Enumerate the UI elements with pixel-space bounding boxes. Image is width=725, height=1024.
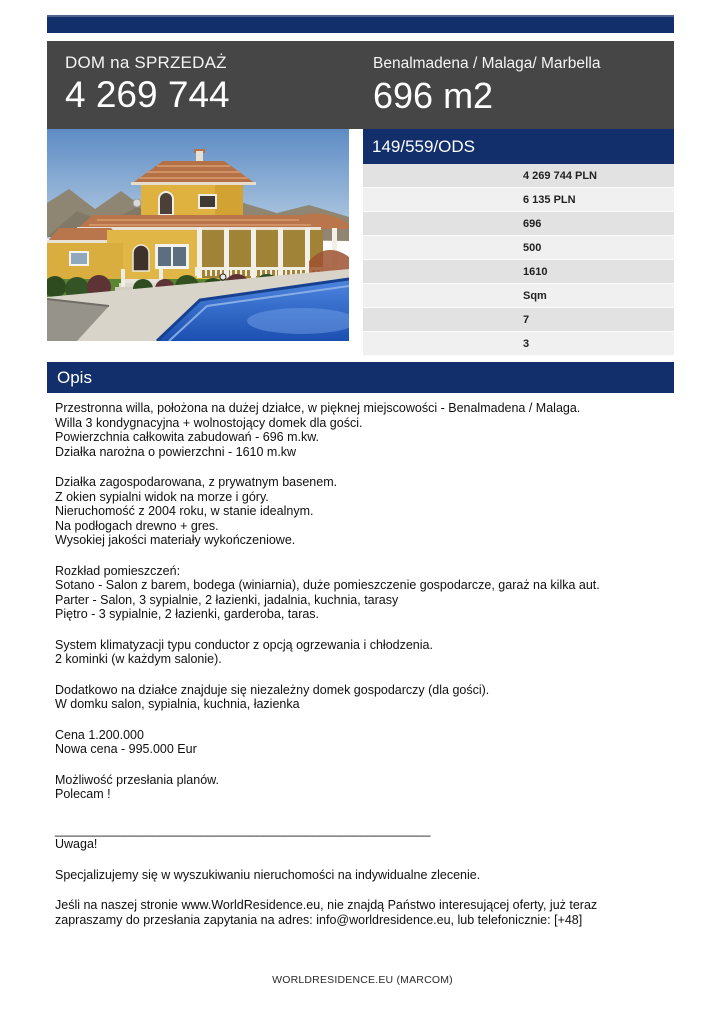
description-line: Nieruchomość z 2004 roku, w stanie idealnym. (55, 504, 314, 518)
property-photo (47, 129, 349, 341)
description-line: Możliwość przesłania planów. (55, 772, 219, 787)
description-line: Piętro - 3 sypialnie, 2 łazienki, garderoba, taras. (55, 607, 320, 621)
description-paragraph (55, 898, 675, 927)
description-line: W domku salon, sypialnia, kuchnia, łazienka (55, 697, 300, 711)
description-paragraph (55, 773, 675, 802)
description-line: Parter - Salon, 3 sypialnie, 2 łazienki, jadalnia, kuchnia, tarasy (55, 592, 399, 607)
detail-row-price-sqm (363, 188, 674, 212)
villa-pool-illustration (47, 129, 349, 341)
description-line: Jeśli na naszej stronie www.WorldResidence.eu, nie znajdą Państwo interesującej oferty, już teraz (55, 898, 598, 912)
description-line: Na podłogach drewno + gres. (55, 518, 219, 533)
description-line: Cena 1.200.000 (55, 727, 144, 742)
description-paragraph (55, 564, 675, 622)
detail-value: 6 135 PLN (523, 193, 576, 206)
description-line: Dodatkowo na działce znajduje się niezależny domek gospodarczy (dla gości). (55, 682, 490, 697)
details-table (363, 129, 674, 356)
description-line: Działka zagospodarowana, z prywatnym basenem. (55, 475, 338, 489)
detail-row-plot (363, 260, 674, 284)
description-line: Sotano - Salon z barem, bodega (winiarnia), duże pomieszczenie gospodarcze, garaż na kilka aut. (55, 578, 600, 592)
detail-value: 1610 (523, 265, 548, 278)
description-line: Willa 3 kondygnacyjna + wolnostojący domek dla gości. (55, 415, 363, 430)
description-line: Powierzchnia całkowita zabudowań - 696 m.kw. (55, 430, 320, 444)
area-value: 696 m2 (373, 75, 494, 116)
description-line: 2 kominki (w każdym salonie). (55, 652, 222, 666)
detail-value: Sqm (523, 289, 547, 302)
description-paragraph (55, 728, 675, 757)
top-accent-bar (47, 15, 674, 33)
description-line: Przestronna willa, położona na dużej działce, w pięknej miejscowości - Benalmadena / Malaga. (55, 401, 581, 415)
description-body (55, 401, 675, 927)
detail-row-built-area (363, 212, 674, 236)
detail-row-unit (363, 284, 674, 308)
detail-row-rooms (363, 308, 674, 332)
description-line: Działka narożna o powierzchni - 1610 m.kw (55, 444, 297, 459)
description-line: Specjalizujemy się w wyszukiwaniu nieruchomości na indywidualne zlecenie. (55, 867, 481, 882)
detail-value: 500 (523, 241, 542, 254)
description-line: Rozkład pomieszczeń: (55, 563, 181, 578)
separator-line: ______________________________________________________ (55, 822, 431, 837)
description-line: Wysokiej jakości materiały wykończeniowe. (55, 533, 296, 547)
description-paragraph (55, 638, 675, 667)
sale-type-label: DOM na SPRZEDAŻ (65, 53, 227, 72)
detail-value: 7 (523, 313, 530, 326)
listing-header (47, 41, 674, 129)
description-paragraph (55, 868, 675, 883)
page-footer: WORLDRESIDENCE.EU (MARCOM) (272, 974, 453, 986)
detail-row-price-pln (363, 164, 674, 188)
location-label: Benalmadena / Malaga/ Marbella (373, 55, 601, 72)
description-paragraph (55, 401, 675, 459)
description-line: System klimatyzacji typu conductor z opcją ogrzewania i chłodzenia. (55, 637, 433, 652)
description-paragraph (55, 823, 675, 852)
detail-value: 696 (523, 217, 542, 230)
detail-value: 4 269 744 PLN (523, 169, 597, 182)
description-section-header: Opis (47, 362, 674, 393)
detail-value: 3 (523, 337, 530, 350)
description-line: zapraszamy do przesłania zapytania na adres: info@worldresidence.eu, lub telefonicznie: [+48] (55, 912, 583, 927)
description-line: Uwaga! (55, 837, 98, 851)
header-right-column (373, 55, 600, 115)
detail-row-baths (363, 332, 674, 356)
description-paragraph (55, 475, 675, 548)
price-value: 4 269 744 (65, 74, 230, 115)
detail-row-usable (363, 236, 674, 260)
description-line: Polecam ! (55, 787, 111, 801)
reference-bar: 149/559/ODS (363, 129, 674, 164)
description-line: Nowa cena - 995.000 Eur (55, 742, 197, 756)
description-line: Z okien sypialni widok na morze i góry. (55, 489, 269, 504)
description-paragraph (55, 683, 675, 712)
header-left-column (65, 53, 230, 115)
